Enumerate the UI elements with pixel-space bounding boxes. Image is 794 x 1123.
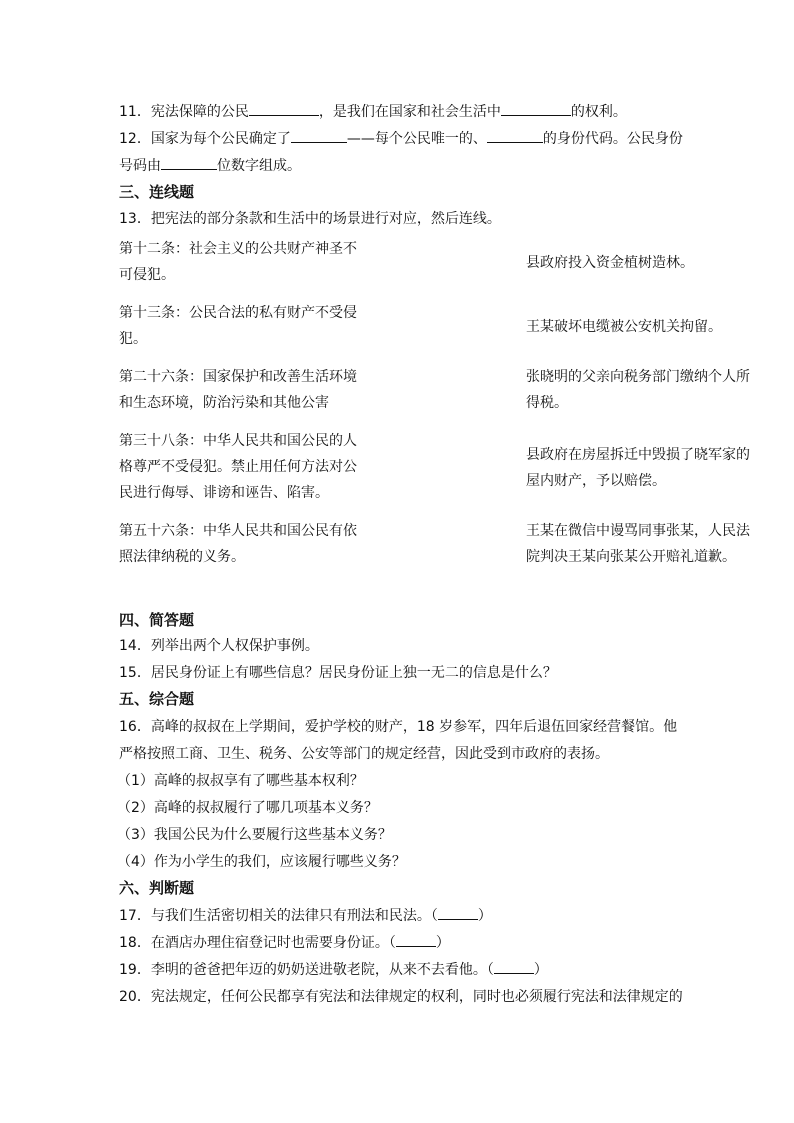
question-14: 14．列举出两个人权保护事例。 (119, 638, 319, 654)
clause-item[interactable]: 第十二条：社会主义的公共财产神圣不可侵犯。 (119, 241, 357, 283)
question-18: 18．在酒店办理住宿登记时也需要身份证。（ ） (119, 935, 450, 951)
question-17: 17．与我们生活密切相关的法律只有刑法和民法。（ ） (119, 908, 492, 924)
sub-question: （2）高峰的叔叔履行了哪几项基本义务？ (117, 800, 378, 816)
answer-blank[interactable] (249, 103, 319, 116)
section-heading: 三、连线题 (119, 183, 195, 201)
scenario-item[interactable]: 县政府投入资金植树造林。 (526, 255, 694, 271)
question-16: 16．高峰的叔叔在上学期间，爱护学校的财产，18 岁参军，四年后退伍回家经营餐馆。他 (119, 719, 678, 735)
answer-blank[interactable] (291, 130, 347, 143)
clause-item[interactable]: 第二十六条：国家保护和改善生活环境和生态环境，防治污染和其他公害 (119, 369, 357, 411)
answer-blank[interactable] (494, 961, 534, 974)
clause-item[interactable]: 第五十六条：中华人民共和国公民有依照法律纳税的义务。 (119, 523, 357, 565)
section-heading: 四、简答题 (119, 611, 195, 629)
question-15: 15．居民身份证上有哪些信息？居民身份证上独一无二的信息是什么？ (119, 665, 557, 681)
question-19: 19．李明的爸爸把年迈的奶奶送进敬老院，从来不去看他。（ ） (119, 962, 548, 978)
answer-blank[interactable] (161, 157, 217, 170)
sub-question: （1）高峰的叔叔享有了哪些基本权利？ (117, 773, 364, 789)
question-12: 12．国家为每个公民确定了 ——每个公民唯一的、 的身份代码。公民身份 (119, 131, 683, 147)
question-11: 11．宪法保障的公民 ，是我们在国家和社会生活中 的权利。 (119, 104, 627, 120)
section-heading: 五、综合题 (119, 690, 195, 708)
scenario-item[interactable]: 王某在微信中谩骂同事张某，人民法院判决王某向张某公开赔礼道歉。 (526, 523, 750, 565)
clause-item[interactable]: 第十三条：公民合法的私有财产不受侵犯。 (119, 305, 357, 347)
scenario-item[interactable]: 张晓明的父亲向税务部门缴纳个人所得税。 (526, 369, 750, 411)
scenario-item[interactable]: 王某破坏电缆被公安机关拘留。 (526, 319, 722, 335)
sub-question: （3）我国公民为什么要履行这些基本义务？ (117, 827, 392, 843)
question-13: 13．把宪法的部分条款和生活中的场景进行对应，然后连线。 (119, 211, 501, 227)
answer-blank[interactable] (487, 130, 543, 143)
question-20: 20．宪法规定，任何公民都享有宪法和法律规定的权利，同时也必须履行宪法和法律规定的 (119, 989, 683, 1005)
section-heading: 六、判断题 (119, 879, 195, 897)
question-12-cont: 号码由 位数字组成。 (119, 158, 301, 174)
answer-blank[interactable] (501, 103, 571, 116)
question-16-cont: 严格按照工商、卫生、税务、公安等部门的规定经营，因此受到市政府的表扬。 (119, 746, 609, 762)
answer-blank[interactable] (438, 907, 478, 920)
clause-item[interactable]: 第三十八条：中华人民共和国公民的人格尊严不受侵犯。禁止用任何方法对公民进行侮辱、诽谤和诬告、陷害。 (119, 433, 357, 501)
sub-question: （4）作为小学生的我们，应该履行哪些义务？ (117, 854, 406, 870)
scenario-item[interactable]: 县政府在房屋拆迁中毁损了晓军家的屋内财产，予以赔偿。 (526, 447, 750, 489)
answer-blank[interactable] (396, 934, 436, 947)
